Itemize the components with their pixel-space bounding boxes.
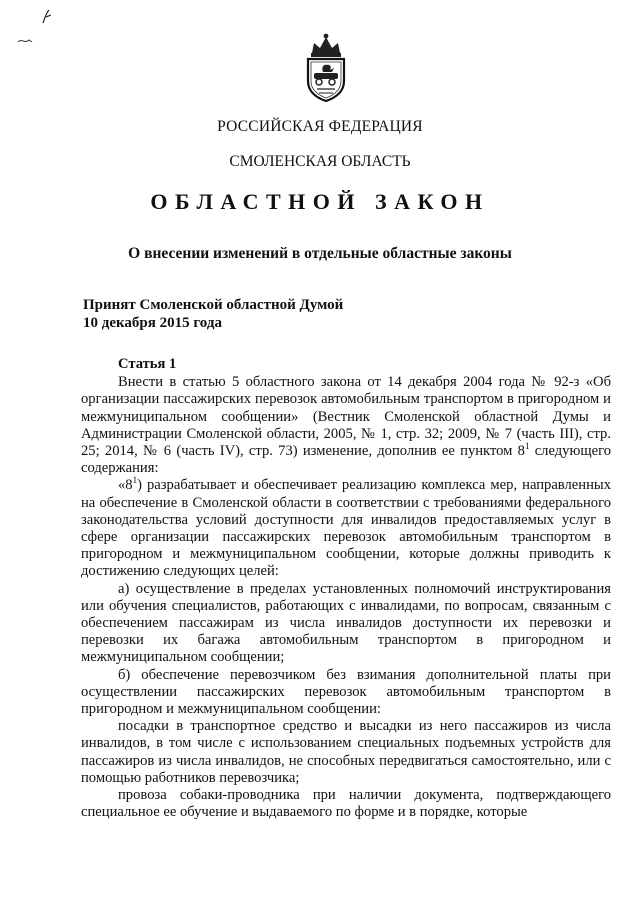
document-type-title: ОБЛАСТНОЙ ЗАКОН <box>150 189 490 214</box>
document-body <box>81 356 611 821</box>
header-country: РОССИЙСКАЯ ФЕДЕРАЦИЯ <box>217 118 423 135</box>
paragraph-item-a: а) осуществление в пределах установленных полномочий инструктирования или обучения специалистов, работающих с инвалидами, по вопросам, связанным с обеспечением пассажирам из числа инвалидов доступности их перевозки и перевозки их багажа автомобильным транспортом в пригородном и межмуниципальном сообщении; <box>81 580 611 666</box>
paragraph-amendment-text: Внести в статью 5 областного закона от 14 декабря 2004 года № 92-з «Об организации пассажирских перевозок автомобильным транспортом в пригородном и межмуниципальном сообщении» (Вестник Смоленской областной Думы и Администрации Смоленской области, 2005, № 1, стр. 32; 2009, № 7 (часть III), стр. 25; 2014, № 6 (часть IV), стр. 73) изменение, дополнив ее пунктом 8 <box>81 374 611 460</box>
paragraph-amendment-tail: следующего содержания: <box>81 443 612 477</box>
paragraph-amendment <box>81 374 611 477</box>
document-subject: О внесении изменений в отдельные областные законы <box>128 245 512 262</box>
handwritten-mark-small <box>16 36 34 46</box>
adoption-line-duma: Принят Смоленской областной Думой <box>83 297 344 313</box>
paragraph-boarding: посадки в транспортное средство и высадки из него пассажиров из числа инвалидов, в том числе с использованием специальных подъемных устройств для пассажиров из числа инвалидов, не способных передвигаться самостоятельно, или с помощью работников перевозчика; <box>81 718 611 786</box>
paragraph-item-b: б) обеспечение перевозчиком без взимания дополнительной платы при осуществлении пассажирских перевозок автомобильным транспортом в пригородном и межмуниципальном сообщении: <box>81 666 611 718</box>
superscript: 1 <box>524 441 530 452</box>
paragraph-point-text: ) разрабатывает и обеспечивает реализацию комплекса мер, направленных на обеспечение в Смоленской области в соответствии с требованиями федерального законодательства условий доступности для инвалидов предоставляемых услуг в сфере организации пассажирских перевозок автомобильным транспортом в пригородном и межмуниципальном сообщении, которые должны приводить к достижению следующих целей: <box>81 477 611 580</box>
paragraph-point-lead: «8 <box>118 477 133 494</box>
handwritten-mark <box>40 8 54 26</box>
superscript: 1 <box>132 475 138 486</box>
paragraph-guide-dog: провоза собаки-проводника при наличии документа, подтверждающего специальное ее обучение и выдаваемого по форме и в порядке, которые <box>81 787 611 821</box>
adoption-block <box>83 296 343 332</box>
article-title: Статья 1 <box>118 356 177 372</box>
adoption-date: 10 декабря 2015 года <box>83 315 222 331</box>
smolensk-coat-of-arms-emblem <box>299 31 353 103</box>
paragraph-point-8-1 <box>81 477 611 580</box>
header-region: СМОЛЕНСКАЯ ОБЛАСТЬ <box>229 153 411 170</box>
